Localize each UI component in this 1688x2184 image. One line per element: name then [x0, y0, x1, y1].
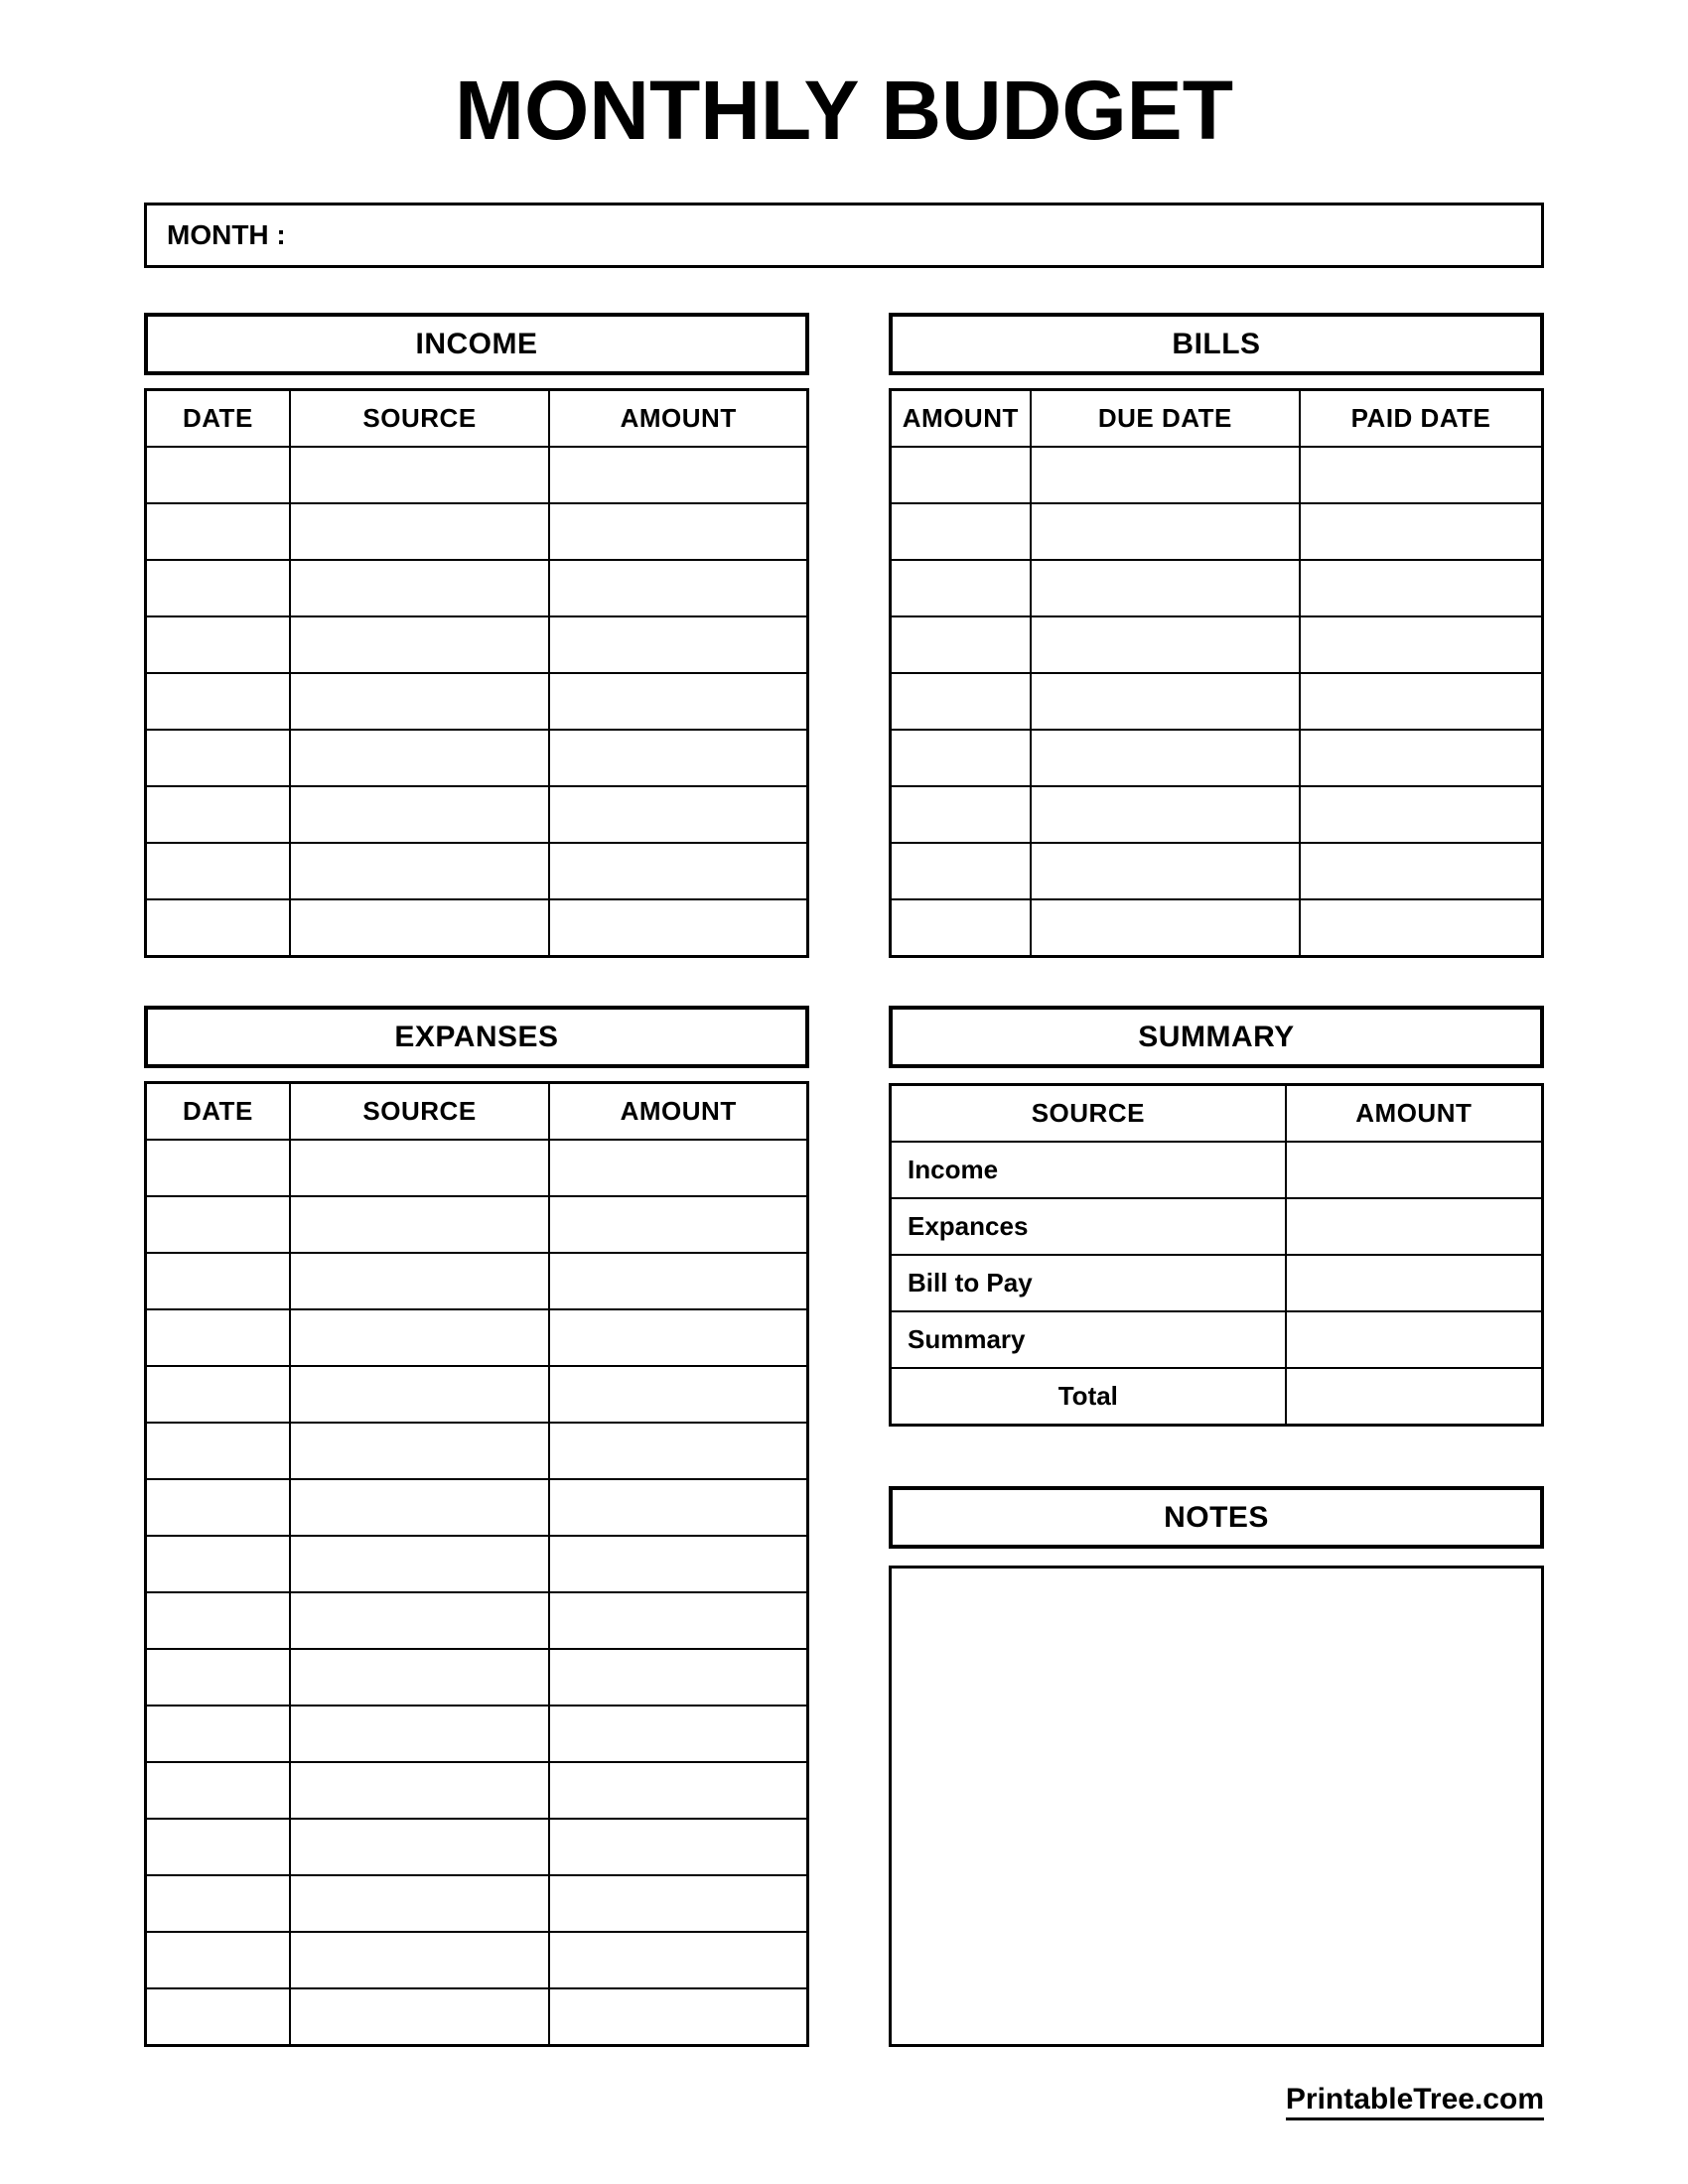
empty-cell[interactable]	[147, 1933, 289, 1987]
expanses-header-row	[147, 1084, 806, 1139]
table-row	[892, 729, 1541, 785]
empty-cell[interactable]	[289, 504, 549, 559]
summary-row-expances	[892, 1197, 1541, 1254]
empty-cell[interactable]	[548, 731, 806, 785]
empty-cell[interactable]	[548, 1367, 806, 1422]
bills-header-due-date: DUE DATE	[1030, 391, 1299, 446]
summary-row-summary	[892, 1310, 1541, 1367]
notes-input-area[interactable]	[889, 1566, 1544, 2047]
table-row	[892, 446, 1541, 502]
table-row	[892, 502, 1541, 559]
empty-cell[interactable]	[548, 1820, 806, 1874]
empty-cell[interactable]	[892, 844, 1030, 898]
empty-cell[interactable]	[147, 900, 289, 955]
empty-cell[interactable]	[147, 731, 289, 785]
month-box	[144, 203, 1544, 268]
empty-cell[interactable]	[147, 1876, 289, 1931]
summary-total-amount-cell[interactable]	[1285, 1369, 1541, 1424]
empty-cell[interactable]	[147, 1197, 289, 1252]
empty-cell[interactable]	[1299, 561, 1541, 615]
table-row	[147, 1987, 806, 2044]
table-row	[147, 1761, 806, 1818]
empty-cell[interactable]	[548, 900, 806, 955]
empty-cell[interactable]	[289, 1480, 549, 1535]
empty-cell[interactable]	[1299, 900, 1541, 955]
empty-cell[interactable]	[548, 1310, 806, 1365]
table-row	[892, 842, 1541, 898]
empty-cell[interactable]	[548, 844, 806, 898]
month-input-area[interactable]	[286, 205, 1541, 265]
bills-section-title	[889, 313, 1544, 375]
summary-row-total	[892, 1367, 1541, 1424]
empty-cell[interactable]	[147, 1763, 289, 1818]
empty-cell[interactable]	[548, 1424, 806, 1478]
income-header-source: SOURCE	[289, 391, 549, 446]
empty-cell[interactable]	[1030, 504, 1299, 559]
empty-cell[interactable]	[289, 844, 549, 898]
summary-header-source: SOURCE	[1031, 1098, 1145, 1128]
empty-cell[interactable]	[1299, 448, 1541, 502]
empty-cell[interactable]	[289, 1424, 549, 1478]
empty-cell[interactable]	[289, 1254, 549, 1308]
empty-cell[interactable]	[548, 787, 806, 842]
table-row	[147, 1874, 806, 1931]
empty-cell[interactable]	[147, 1706, 289, 1761]
empty-cell[interactable]	[147, 1310, 289, 1365]
empty-cell[interactable]	[892, 617, 1030, 672]
empty-cell[interactable]	[147, 674, 289, 729]
empty-cell[interactable]	[548, 1537, 806, 1591]
table-row	[892, 615, 1541, 672]
empty-cell[interactable]	[147, 1367, 289, 1422]
empty-cell[interactable]	[892, 504, 1030, 559]
empty-cell[interactable]	[892, 561, 1030, 615]
empty-cell[interactable]	[548, 504, 806, 559]
empty-cell[interactable]	[1030, 731, 1299, 785]
summary-income-amount-cell[interactable]	[1285, 1143, 1541, 1197]
empty-cell[interactable]	[1030, 674, 1299, 729]
summary-row-bill-to-pay	[892, 1254, 1541, 1310]
empty-cell[interactable]	[1030, 448, 1299, 502]
summary-title-label: SUMMARY	[1138, 1020, 1295, 1053]
empty-cell[interactable]	[548, 1989, 806, 2044]
empty-cell[interactable]	[548, 448, 806, 502]
expanses-header-amount: AMOUNT	[548, 1084, 806, 1139]
empty-cell[interactable]	[289, 1876, 549, 1931]
table-row	[147, 446, 806, 502]
summary-label-expances: Expances	[908, 1211, 1029, 1241]
summary-label-summary: Summary	[908, 1324, 1026, 1354]
empty-cell[interactable]	[147, 561, 289, 615]
empty-cell[interactable]	[289, 1141, 549, 1195]
bills-header-paid-date: PAID DATE	[1299, 391, 1541, 446]
bills-table	[889, 388, 1544, 958]
empty-cell[interactable]	[289, 448, 549, 502]
table-row	[147, 1535, 806, 1591]
empty-cell[interactable]	[289, 731, 549, 785]
table-row	[147, 672, 806, 729]
empty-cell[interactable]	[548, 1876, 806, 1931]
empty-cell[interactable]	[289, 1367, 549, 1422]
empty-cell[interactable]	[548, 1763, 806, 1818]
empty-cell[interactable]	[289, 900, 549, 955]
expanses-title-label: EXPANSES	[394, 1020, 559, 1053]
empty-cell[interactable]	[289, 1310, 549, 1365]
empty-cell[interactable]	[147, 1593, 289, 1648]
empty-cell[interactable]	[147, 1424, 289, 1478]
empty-cell[interactable]	[1299, 731, 1541, 785]
notes-title-label: NOTES	[1164, 1500, 1269, 1534]
empty-cell[interactable]	[1030, 900, 1299, 955]
empty-cell[interactable]	[147, 1254, 289, 1308]
empty-cell[interactable]	[289, 1593, 549, 1648]
empty-cell[interactable]	[548, 561, 806, 615]
empty-cell[interactable]	[548, 1650, 806, 1705]
empty-cell[interactable]	[1030, 561, 1299, 615]
empty-cell[interactable]	[548, 674, 806, 729]
table-row	[147, 615, 806, 672]
empty-cell[interactable]	[147, 1820, 289, 1874]
empty-cell[interactable]	[1299, 617, 1541, 672]
table-row	[147, 1365, 806, 1422]
table-row	[147, 1591, 806, 1648]
table-row	[892, 785, 1541, 842]
empty-cell[interactable]	[147, 1141, 289, 1195]
table-row	[147, 1705, 806, 1761]
empty-cell[interactable]	[289, 1197, 549, 1252]
bills-header-row	[892, 391, 1541, 446]
empty-cell[interactable]	[548, 1593, 806, 1648]
summary-header-row	[892, 1086, 1541, 1141]
summary-header-amount: AMOUNT	[1285, 1086, 1541, 1141]
table-row	[147, 1195, 806, 1252]
table-row	[147, 1478, 806, 1535]
table-row	[147, 1931, 806, 1987]
table-row	[147, 729, 806, 785]
empty-cell[interactable]	[289, 787, 549, 842]
empty-cell[interactable]	[548, 617, 806, 672]
income-header-date: DATE	[182, 403, 253, 433]
empty-cell[interactable]	[147, 1989, 289, 2044]
empty-cell[interactable]	[548, 1480, 806, 1535]
empty-cell[interactable]	[892, 787, 1030, 842]
table-row	[147, 1818, 806, 1874]
empty-cell[interactable]	[1299, 504, 1541, 559]
empty-cell[interactable]	[1030, 844, 1299, 898]
page-title: MONTHLY BUDGET	[454, 64, 1234, 157]
income-title-label: INCOME	[415, 327, 538, 360]
empty-cell[interactable]	[289, 1763, 549, 1818]
income-table	[144, 388, 809, 958]
empty-cell[interactable]	[548, 1706, 806, 1761]
summary-expances-amount-cell[interactable]	[1285, 1199, 1541, 1254]
empty-cell[interactable]	[147, 617, 289, 672]
table-row	[147, 1139, 806, 1195]
empty-cell[interactable]	[289, 1820, 549, 1874]
summary-row-income	[892, 1141, 1541, 1197]
empty-cell[interactable]	[548, 1197, 806, 1252]
table-row	[147, 785, 806, 842]
empty-cell[interactable]	[892, 674, 1030, 729]
empty-cell[interactable]	[548, 1254, 806, 1308]
empty-cell[interactable]	[892, 448, 1030, 502]
empty-cell[interactable]	[289, 1537, 549, 1591]
empty-cell[interactable]	[147, 844, 289, 898]
table-row	[147, 1252, 806, 1308]
empty-cell[interactable]	[147, 1480, 289, 1535]
month-label: MONTH :	[167, 219, 286, 250]
summary-label-income: Income	[908, 1155, 999, 1184]
table-row	[147, 1308, 806, 1365]
expanses-header-date: DATE	[182, 1096, 253, 1126]
summary-bill-to-pay-amount-cell[interactable]	[1285, 1256, 1541, 1310]
income-header-amount: AMOUNT	[548, 391, 806, 446]
summary-summary-amount-cell[interactable]	[1285, 1312, 1541, 1367]
table-row	[147, 1648, 806, 1705]
bills-title-label: BILLS	[1172, 327, 1261, 360]
empty-cell[interactable]	[1299, 844, 1541, 898]
income-section-title	[144, 313, 809, 375]
empty-cell[interactable]	[289, 1933, 549, 1987]
table-row	[892, 559, 1541, 615]
empty-cell[interactable]	[289, 1989, 549, 2044]
bills-header-amount: AMOUNT	[902, 403, 1019, 433]
table-row	[892, 898, 1541, 955]
empty-cell[interactable]	[147, 1650, 289, 1705]
empty-cell[interactable]	[289, 1650, 549, 1705]
empty-cell[interactable]	[892, 731, 1030, 785]
expanses-table	[144, 1081, 809, 2047]
empty-cell[interactable]	[892, 900, 1030, 955]
table-row	[147, 502, 806, 559]
empty-cell[interactable]	[289, 617, 549, 672]
empty-cell[interactable]	[1030, 787, 1299, 842]
table-row	[147, 898, 806, 955]
empty-cell[interactable]	[147, 448, 289, 502]
empty-cell[interactable]	[289, 561, 549, 615]
empty-cell[interactable]	[289, 674, 549, 729]
notes-section-title	[889, 1486, 1544, 1549]
summary-section-title	[889, 1006, 1544, 1068]
empty-cell[interactable]	[289, 1706, 549, 1761]
table-row	[147, 1422, 806, 1478]
table-row	[147, 842, 806, 898]
summary-table	[889, 1083, 1544, 1427]
table-row	[147, 559, 806, 615]
empty-cell[interactable]	[147, 787, 289, 842]
empty-cell[interactable]	[147, 1537, 289, 1591]
expanses-header-source: SOURCE	[289, 1084, 549, 1139]
empty-cell[interactable]	[147, 504, 289, 559]
empty-cell[interactable]	[548, 1933, 806, 1987]
empty-cell[interactable]	[1299, 674, 1541, 729]
empty-cell[interactable]	[548, 1141, 806, 1195]
income-header-row	[147, 391, 806, 446]
empty-cell[interactable]	[1299, 787, 1541, 842]
footer-site-link[interactable]: PrintableTree.com	[1286, 2085, 1544, 2120]
expanses-section-title	[144, 1006, 809, 1068]
summary-label-bill-to-pay: Bill to Pay	[908, 1268, 1033, 1297]
table-row	[892, 672, 1541, 729]
summary-label-total: Total	[1057, 1381, 1118, 1411]
empty-cell[interactable]	[1030, 617, 1299, 672]
